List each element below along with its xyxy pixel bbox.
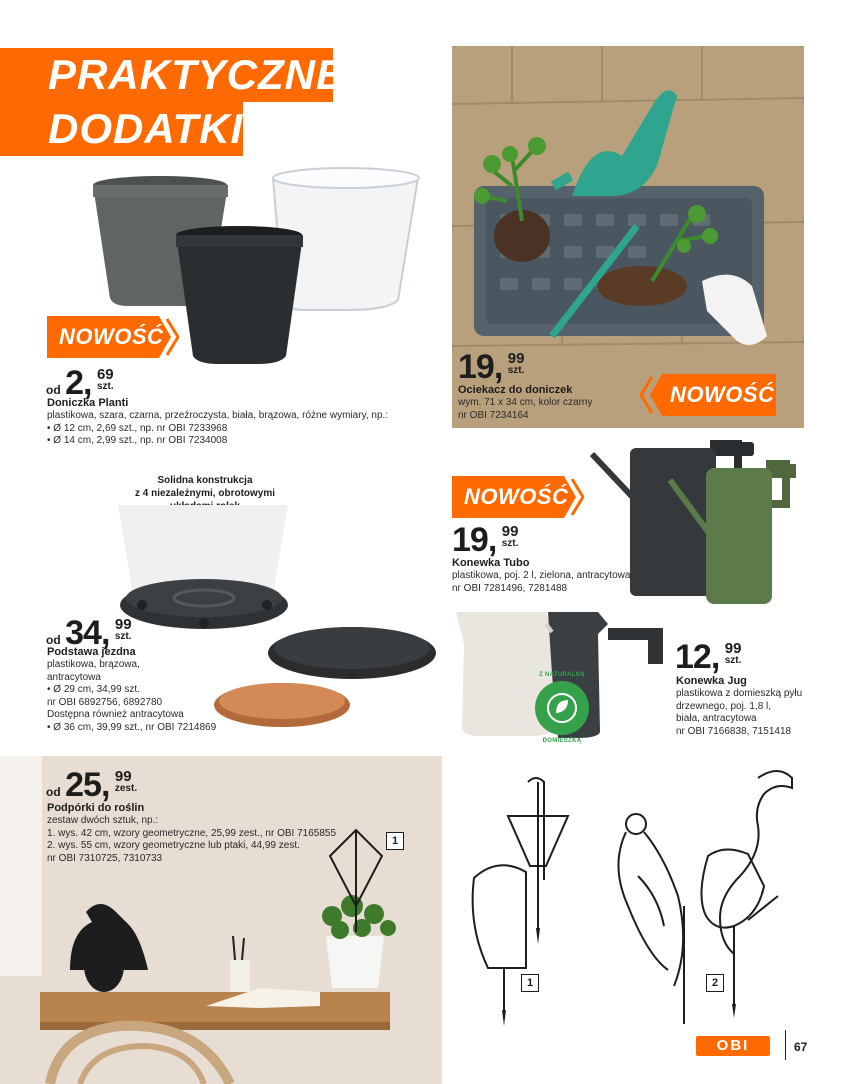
desc-line: plastikowa z domieszką pyłu	[676, 688, 803, 699]
desc-line: nr OBI 7310725, 7310733	[47, 852, 163, 864]
price-cents	[115, 770, 137, 794]
price-comma: ,	[83, 364, 93, 402]
price-unit: szt.	[507, 365, 525, 376]
desc-line: nr OBI 7166838, 7151418	[676, 725, 792, 737]
price-cents	[725, 642, 742, 666]
product-desc-podstawa	[47, 659, 216, 734]
price-comma: ,	[710, 638, 721, 676]
eco-badge-text-bottom: DOMIESZKĄ	[542, 738, 582, 744]
price-podstawa	[46, 616, 132, 650]
desc-line: drzewnego, poj. 1,8 l,	[676, 700, 772, 712]
desc-line: wym. 71 x 34 cm, kolor czarny	[458, 397, 593, 408]
desc-line: 2. wys. 55 cm, wzory geometryczne lub ptaki, 44,99 zest.	[47, 840, 300, 851]
page-number: 67	[794, 1040, 808, 1054]
obi-logo: OBI	[696, 1036, 770, 1056]
price-cents	[115, 618, 132, 642]
desc-line: plastikowa, poj. 2 l, zielona, antracytowa	[452, 570, 631, 581]
product-name-tubo: Konewka Tubo	[452, 557, 530, 569]
price-comma: ,	[100, 614, 111, 652]
desc-line: nr OBI 7234164	[458, 409, 529, 421]
price-cents	[508, 352, 525, 376]
callout-line: Solidna konstrukcja	[157, 475, 253, 486]
price-unit: zest.	[114, 783, 138, 794]
product-desc-planti	[47, 410, 388, 448]
product-name-planti: Doniczka Planti	[47, 397, 129, 409]
price-ociekacz	[458, 350, 524, 384]
price-comma: ,	[493, 348, 504, 386]
desc-line: antracytowa	[47, 671, 101, 683]
price-jug	[675, 640, 741, 674]
price-prefix: od	[46, 383, 61, 397]
marker-1-stake: 1	[521, 974, 539, 992]
product-name-ociekacz: Ociekacz do doniczek	[458, 384, 573, 396]
price-podporki	[46, 768, 137, 802]
eco-badge-leaf-icon	[534, 680, 590, 736]
desc-line: plastikowa, brązowa,	[47, 659, 140, 670]
desc-line: zestaw dwóch sztuk, np.:	[47, 815, 159, 826]
price-integer: 34	[65, 614, 101, 652]
price-comma: ,	[100, 766, 111, 804]
badge-label: NOWOŚĆ	[59, 324, 164, 349]
footer-divider	[785, 1030, 786, 1060]
price-unit: szt.	[724, 655, 742, 666]
new-badge-tubo	[452, 476, 584, 518]
price-decimal: 99	[501, 523, 519, 540]
desc-line: plastikowa, szara, czarna, przeźroczysta, biała, brązowa, różne wymiary, np.:	[47, 410, 389, 421]
price-decimal: 99	[724, 640, 742, 657]
desc-line: Dostępna również antracytowa	[47, 709, 184, 720]
price-integer: 2	[65, 364, 84, 402]
desc-line: biała, antracytowa	[676, 713, 757, 724]
desc-line: • Ø 29 cm, 34,99 szt.	[47, 684, 140, 695]
desc-line: • Ø 36 cm, 39,99 szt., nr OBI 7214869	[47, 721, 217, 733]
badge-label: NOWOŚĆ	[464, 484, 569, 509]
callout-line: z 4 niezależnymi, obrotowymi	[134, 488, 276, 499]
price-integer: 12	[675, 638, 711, 676]
new-badge-ociekacz	[640, 374, 776, 416]
badge-label: NOWOŚĆ	[670, 382, 775, 407]
price-comma: ,	[487, 521, 498, 559]
product-desc-tubo	[452, 570, 630, 595]
desc-line: 1. wys. 42 cm, wzory geometryczne, 25,99 zest., nr OBI 7165855	[47, 827, 337, 839]
price-integer: 19	[452, 521, 488, 559]
plant-stakes-image	[458, 756, 810, 1036]
price-prefix: od	[46, 633, 61, 647]
page-title-line1: PRAKTYCZNE	[0, 48, 333, 102]
page-title-line2: DODATKI	[0, 102, 243, 156]
marker-2-stake: 2	[706, 974, 724, 992]
desc-line: • Ø 14 cm, 2,99 szt., np. nr OBI 7234008	[47, 435, 228, 446]
price-integer: 25	[65, 766, 101, 804]
desc-line: nr OBI 7281496, 7281488	[452, 582, 568, 594]
price-decimal: 99	[507, 350, 525, 367]
desc-line: nr OBI 6892756, 6892780	[47, 696, 163, 708]
price-decimal: 99	[114, 768, 132, 785]
price-cents	[97, 368, 114, 392]
product-desc-podporki	[47, 815, 336, 865]
price-unit: szt.	[96, 381, 114, 392]
price-prefix: od	[46, 785, 61, 799]
product-desc-ociekacz	[458, 397, 592, 422]
marker-1-photo: 1	[386, 832, 404, 850]
price-cents	[502, 525, 519, 549]
product-name-jug: Konewka Jug	[676, 675, 747, 687]
desc-line: • Ø 12 cm, 2,69 szt., np. nr OBI 7233968	[47, 422, 228, 434]
product-name-podporki: Podpórki do roślin	[47, 802, 145, 814]
price-unit: szt.	[501, 538, 519, 549]
price-integer: 19	[458, 348, 494, 386]
price-decimal: 69	[96, 366, 114, 383]
eco-badge-text-top: Z NATURALNĄ	[539, 672, 585, 678]
price-decimal: 99	[114, 616, 132, 633]
price-tubo	[452, 523, 518, 557]
price-planti	[46, 366, 114, 400]
price-unit: szt.	[114, 631, 132, 642]
new-badge-planti	[47, 316, 179, 358]
product-name-podstawa: Podstawa jezdna	[47, 646, 136, 658]
product-desc-jug	[676, 688, 802, 738]
